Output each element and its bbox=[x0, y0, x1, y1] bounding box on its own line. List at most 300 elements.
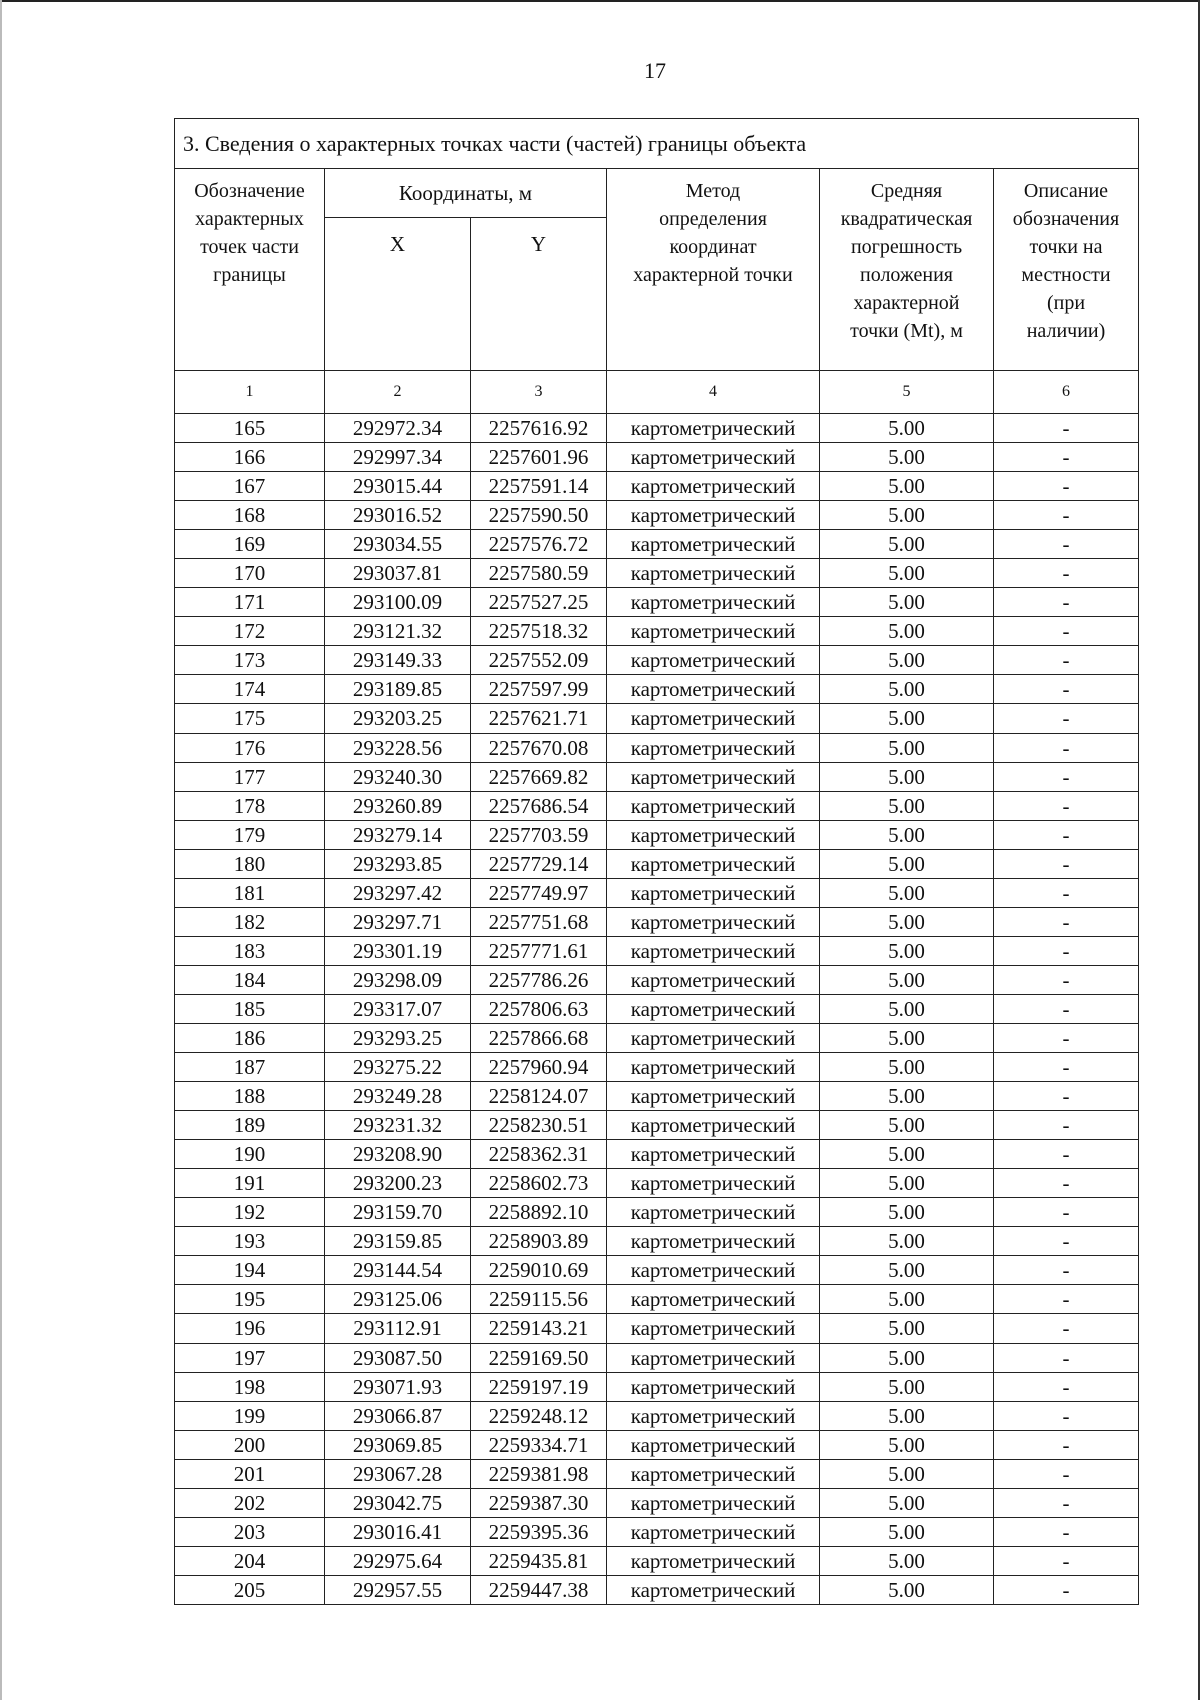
description-cell: - bbox=[994, 1285, 1139, 1314]
method-cell: картометрический bbox=[607, 1111, 820, 1140]
x-coordinate-cell: 293317.07 bbox=[325, 994, 471, 1023]
table-row bbox=[175, 1285, 1139, 1314]
table-row bbox=[175, 1430, 1139, 1459]
header-point-designation: Обозначение характерных точек части границы bbox=[175, 169, 325, 371]
point-number-cell: 200 bbox=[175, 1430, 325, 1459]
column-number: 2 bbox=[325, 371, 471, 414]
x-coordinate-cell: 293149.33 bbox=[325, 646, 471, 675]
description-cell: - bbox=[994, 1575, 1139, 1604]
method-cell: картометрический bbox=[607, 936, 820, 965]
point-number-cell: 166 bbox=[175, 443, 325, 472]
method-cell: картометрический bbox=[607, 1285, 820, 1314]
description-cell: - bbox=[994, 1314, 1139, 1343]
y-coordinate-cell: 2257806.63 bbox=[471, 994, 607, 1023]
table-row bbox=[175, 1372, 1139, 1401]
description-cell: - bbox=[994, 1140, 1139, 1169]
table-row bbox=[175, 791, 1139, 820]
table-row bbox=[175, 1023, 1139, 1052]
y-coordinate-cell: 2259248.12 bbox=[471, 1401, 607, 1430]
x-coordinate-cell: 293293.85 bbox=[325, 849, 471, 878]
point-number-cell: 196 bbox=[175, 1314, 325, 1343]
table-row bbox=[175, 443, 1139, 472]
y-coordinate-cell: 2257686.54 bbox=[471, 791, 607, 820]
y-coordinate-cell: 2259169.50 bbox=[471, 1343, 607, 1372]
mt-cell: 5.00 bbox=[820, 1430, 994, 1459]
method-cell: картометрический bbox=[607, 907, 820, 936]
mt-cell: 5.00 bbox=[820, 1256, 994, 1285]
mt-cell: 5.00 bbox=[820, 1459, 994, 1488]
x-coordinate-cell: 292972.34 bbox=[325, 414, 471, 443]
x-coordinate-cell: 293231.32 bbox=[325, 1111, 471, 1140]
description-cell: - bbox=[994, 1546, 1139, 1575]
table-row bbox=[175, 1401, 1139, 1430]
method-cell: картометрический bbox=[607, 1372, 820, 1401]
description-cell: - bbox=[994, 675, 1139, 704]
y-coordinate-cell: 2257552.09 bbox=[471, 646, 607, 675]
point-number-cell: 203 bbox=[175, 1517, 325, 1546]
description-cell: - bbox=[994, 1459, 1139, 1488]
point-number-cell: 182 bbox=[175, 907, 325, 936]
y-coordinate-cell: 2259143.21 bbox=[471, 1314, 607, 1343]
x-coordinate-cell: 293071.93 bbox=[325, 1372, 471, 1401]
header-method: Метод определения координат характерной точки bbox=[607, 169, 820, 371]
mt-cell: 5.00 bbox=[820, 1140, 994, 1169]
mt-cell: 5.00 bbox=[820, 1575, 994, 1604]
table-row bbox=[175, 1111, 1139, 1140]
mt-cell: 5.00 bbox=[820, 1343, 994, 1372]
description-cell: - bbox=[994, 1023, 1139, 1052]
point-number-cell: 183 bbox=[175, 936, 325, 965]
table-row bbox=[175, 878, 1139, 907]
method-cell: картометрический bbox=[607, 675, 820, 704]
y-coordinate-cell: 2259387.30 bbox=[471, 1488, 607, 1517]
description-cell: - bbox=[994, 646, 1139, 675]
description-cell: - bbox=[994, 472, 1139, 501]
mt-cell: 5.00 bbox=[820, 1082, 994, 1111]
boundary-points-table bbox=[174, 118, 1139, 1605]
mt-cell: 5.00 bbox=[820, 559, 994, 588]
method-cell: картометрический bbox=[607, 1227, 820, 1256]
mt-cell: 5.00 bbox=[820, 530, 994, 559]
y-coordinate-cell: 2257616.92 bbox=[471, 414, 607, 443]
y-coordinate-cell: 2257729.14 bbox=[471, 849, 607, 878]
description-cell: - bbox=[994, 1372, 1139, 1401]
y-coordinate-cell: 2258602.73 bbox=[471, 1169, 607, 1198]
mt-cell: 5.00 bbox=[820, 443, 994, 472]
method-cell: картометрический bbox=[607, 878, 820, 907]
point-number-cell: 197 bbox=[175, 1343, 325, 1372]
method-cell: картометрический bbox=[607, 1140, 820, 1169]
description-cell: - bbox=[994, 1082, 1139, 1111]
table-row bbox=[175, 472, 1139, 501]
x-coordinate-cell: 293159.70 bbox=[325, 1198, 471, 1227]
table-row bbox=[175, 414, 1139, 443]
method-cell: картометрический bbox=[607, 1430, 820, 1459]
description-cell: - bbox=[994, 559, 1139, 588]
x-coordinate-cell: 293208.90 bbox=[325, 1140, 471, 1169]
point-number-cell: 169 bbox=[175, 530, 325, 559]
table-row bbox=[175, 559, 1139, 588]
y-coordinate-cell: 2257621.71 bbox=[471, 704, 607, 733]
x-coordinate-cell: 292975.64 bbox=[325, 1546, 471, 1575]
point-number-cell: 165 bbox=[175, 414, 325, 443]
table-row bbox=[175, 1082, 1139, 1111]
mt-cell: 5.00 bbox=[820, 1401, 994, 1430]
method-cell: картометрический bbox=[607, 1023, 820, 1052]
method-cell: картометрический bbox=[607, 588, 820, 617]
point-number-cell: 181 bbox=[175, 878, 325, 907]
column-number: 4 bbox=[607, 371, 820, 414]
point-number-cell: 198 bbox=[175, 1372, 325, 1401]
point-number-cell: 188 bbox=[175, 1082, 325, 1111]
table-row bbox=[175, 646, 1139, 675]
y-coordinate-cell: 2257527.25 bbox=[471, 588, 607, 617]
mt-cell: 5.00 bbox=[820, 472, 994, 501]
mt-cell: 5.00 bbox=[820, 733, 994, 762]
point-number-cell: 186 bbox=[175, 1023, 325, 1052]
method-cell: картометрический bbox=[607, 1488, 820, 1517]
table-row bbox=[175, 704, 1139, 733]
mt-cell: 5.00 bbox=[820, 994, 994, 1023]
method-cell: картометрический bbox=[607, 1401, 820, 1430]
y-coordinate-cell: 2257866.68 bbox=[471, 1023, 607, 1052]
mt-cell: 5.00 bbox=[820, 675, 994, 704]
mt-cell: 5.00 bbox=[820, 762, 994, 791]
method-cell: картометрический bbox=[607, 704, 820, 733]
table-row bbox=[175, 1546, 1139, 1575]
point-number-cell: 173 bbox=[175, 646, 325, 675]
method-cell: картометрический bbox=[607, 994, 820, 1023]
mt-cell: 5.00 bbox=[820, 1372, 994, 1401]
mt-cell: 5.00 bbox=[820, 414, 994, 443]
point-number-cell: 171 bbox=[175, 588, 325, 617]
table-row bbox=[175, 1053, 1139, 1082]
x-coordinate-cell: 293016.52 bbox=[325, 501, 471, 530]
description-cell: - bbox=[994, 1169, 1139, 1198]
x-coordinate-cell: 293189.85 bbox=[325, 675, 471, 704]
table-row bbox=[175, 1227, 1139, 1256]
description-cell: - bbox=[994, 849, 1139, 878]
method-cell: картометрический bbox=[607, 1053, 820, 1082]
mt-cell: 5.00 bbox=[820, 791, 994, 820]
mt-cell: 5.00 bbox=[820, 1053, 994, 1082]
table-row bbox=[175, 820, 1139, 849]
y-coordinate-cell: 2257518.32 bbox=[471, 617, 607, 646]
description-cell: - bbox=[994, 1488, 1139, 1517]
method-cell: картометрический bbox=[607, 1256, 820, 1285]
x-coordinate-cell: 293297.71 bbox=[325, 907, 471, 936]
scan-border-top bbox=[0, 0, 1200, 2]
y-coordinate-cell: 2258903.89 bbox=[471, 1227, 607, 1256]
point-number-cell: 187 bbox=[175, 1053, 325, 1082]
table-row bbox=[175, 1575, 1139, 1604]
mt-cell: 5.00 bbox=[820, 849, 994, 878]
method-cell: картометрический bbox=[607, 820, 820, 849]
point-number-cell: 201 bbox=[175, 1459, 325, 1488]
point-number-cell: 193 bbox=[175, 1227, 325, 1256]
x-coordinate-cell: 293125.06 bbox=[325, 1285, 471, 1314]
table-row bbox=[175, 530, 1139, 559]
description-cell: - bbox=[994, 501, 1139, 530]
mt-cell: 5.00 bbox=[820, 1227, 994, 1256]
point-number-cell: 176 bbox=[175, 733, 325, 762]
description-cell: - bbox=[994, 530, 1139, 559]
y-coordinate-cell: 2259010.69 bbox=[471, 1256, 607, 1285]
mt-cell: 5.00 bbox=[820, 965, 994, 994]
y-coordinate-cell: 2259395.36 bbox=[471, 1517, 607, 1546]
method-cell: картометрический bbox=[607, 1082, 820, 1111]
method-cell: картометрический bbox=[607, 1575, 820, 1604]
column-number: 5 bbox=[820, 371, 994, 414]
mt-cell: 5.00 bbox=[820, 878, 994, 907]
method-cell: картометрический bbox=[607, 443, 820, 472]
header-y: Y bbox=[471, 218, 607, 371]
x-coordinate-cell: 293297.42 bbox=[325, 878, 471, 907]
mt-cell: 5.00 bbox=[820, 1169, 994, 1198]
y-coordinate-cell: 2257751.68 bbox=[471, 907, 607, 936]
x-coordinate-cell: 293121.32 bbox=[325, 617, 471, 646]
y-coordinate-cell: 2258892.10 bbox=[471, 1198, 607, 1227]
y-coordinate-cell: 2257960.94 bbox=[471, 1053, 607, 1082]
description-cell: - bbox=[994, 878, 1139, 907]
y-coordinate-cell: 2257591.14 bbox=[471, 472, 607, 501]
description-cell: - bbox=[994, 1053, 1139, 1082]
table-row bbox=[175, 907, 1139, 936]
column-number: 3 bbox=[471, 371, 607, 414]
x-coordinate-cell: 293159.85 bbox=[325, 1227, 471, 1256]
table-row bbox=[175, 1256, 1139, 1285]
table-row bbox=[175, 1140, 1139, 1169]
mt-cell: 5.00 bbox=[820, 907, 994, 936]
method-cell: картометрический bbox=[607, 733, 820, 762]
method-cell: картометрический bbox=[607, 1343, 820, 1372]
method-cell: картометрический bbox=[607, 1546, 820, 1575]
description-cell: - bbox=[994, 1256, 1139, 1285]
mt-cell: 5.00 bbox=[820, 1546, 994, 1575]
method-cell: картометрический bbox=[607, 1459, 820, 1488]
y-coordinate-cell: 2257703.59 bbox=[471, 820, 607, 849]
point-number-cell: 189 bbox=[175, 1111, 325, 1140]
method-cell: картометрический bbox=[607, 965, 820, 994]
description-cell: - bbox=[994, 1401, 1139, 1430]
table-row bbox=[175, 1198, 1139, 1227]
y-coordinate-cell: 2257590.50 bbox=[471, 501, 607, 530]
description-cell: - bbox=[994, 1430, 1139, 1459]
section-title: 3. Сведения о характерных точках части (частей) границы объекта bbox=[175, 119, 1139, 169]
table-row bbox=[175, 617, 1139, 646]
table-row bbox=[175, 501, 1139, 530]
table-row bbox=[175, 733, 1139, 762]
x-coordinate-cell: 293034.55 bbox=[325, 530, 471, 559]
y-coordinate-cell: 2257580.59 bbox=[471, 559, 607, 588]
x-coordinate-cell: 293200.23 bbox=[325, 1169, 471, 1198]
description-cell: - bbox=[994, 1111, 1139, 1140]
method-cell: картометрический bbox=[607, 472, 820, 501]
method-cell: картометрический bbox=[607, 1517, 820, 1546]
mt-cell: 5.00 bbox=[820, 820, 994, 849]
method-cell: картометрический bbox=[607, 414, 820, 443]
table-body bbox=[175, 414, 1139, 1605]
x-coordinate-cell: 293112.91 bbox=[325, 1314, 471, 1343]
point-number-cell: 202 bbox=[175, 1488, 325, 1517]
description-cell: - bbox=[994, 762, 1139, 791]
y-coordinate-cell: 2257576.72 bbox=[471, 530, 607, 559]
description-cell: - bbox=[994, 704, 1139, 733]
x-coordinate-cell: 293144.54 bbox=[325, 1256, 471, 1285]
table-row bbox=[175, 1169, 1139, 1198]
mt-cell: 5.00 bbox=[820, 646, 994, 675]
table-row bbox=[175, 1343, 1139, 1372]
point-number-cell: 168 bbox=[175, 501, 325, 530]
table-row bbox=[175, 675, 1139, 704]
point-number-cell: 195 bbox=[175, 1285, 325, 1314]
x-coordinate-cell: 292997.34 bbox=[325, 443, 471, 472]
y-coordinate-cell: 2259447.38 bbox=[471, 1575, 607, 1604]
description-cell: - bbox=[994, 617, 1139, 646]
header-x: X bbox=[325, 218, 471, 371]
point-number-cell: 185 bbox=[175, 994, 325, 1023]
description-cell: - bbox=[994, 936, 1139, 965]
y-coordinate-cell: 2258230.51 bbox=[471, 1111, 607, 1140]
x-coordinate-cell: 293275.22 bbox=[325, 1053, 471, 1082]
x-coordinate-cell: 292957.55 bbox=[325, 1575, 471, 1604]
x-coordinate-cell: 293260.89 bbox=[325, 791, 471, 820]
description-cell: - bbox=[994, 414, 1139, 443]
point-number-cell: 174 bbox=[175, 675, 325, 704]
y-coordinate-cell: 2257771.61 bbox=[471, 936, 607, 965]
point-number-cell: 191 bbox=[175, 1169, 325, 1198]
mt-cell: 5.00 bbox=[820, 617, 994, 646]
table-row bbox=[175, 849, 1139, 878]
x-coordinate-cell: 293069.85 bbox=[325, 1430, 471, 1459]
point-number-cell: 167 bbox=[175, 472, 325, 501]
y-coordinate-cell: 2258362.31 bbox=[471, 1140, 607, 1169]
x-coordinate-cell: 293037.81 bbox=[325, 559, 471, 588]
y-coordinate-cell: 2259334.71 bbox=[471, 1430, 607, 1459]
method-cell: картометрический bbox=[607, 1198, 820, 1227]
table-row bbox=[175, 1459, 1139, 1488]
y-coordinate-cell: 2259435.81 bbox=[471, 1546, 607, 1575]
table-row bbox=[175, 994, 1139, 1023]
point-number-cell: 180 bbox=[175, 849, 325, 878]
mt-cell: 5.00 bbox=[820, 704, 994, 733]
description-cell: - bbox=[994, 1517, 1139, 1546]
mt-cell: 5.00 bbox=[820, 936, 994, 965]
page-number: 17 bbox=[644, 58, 666, 83]
description-cell: - bbox=[994, 994, 1139, 1023]
header-coordinates: Координаты, м bbox=[325, 169, 607, 218]
mt-cell: 5.00 bbox=[820, 501, 994, 530]
description-cell: - bbox=[994, 588, 1139, 617]
description-cell: - bbox=[994, 443, 1139, 472]
method-cell: картометрический bbox=[607, 762, 820, 791]
x-coordinate-cell: 293087.50 bbox=[325, 1343, 471, 1372]
scan-border-left bbox=[0, 0, 2, 1700]
x-coordinate-cell: 293293.25 bbox=[325, 1023, 471, 1052]
method-cell: картометрический bbox=[607, 617, 820, 646]
mt-cell: 5.00 bbox=[820, 1111, 994, 1140]
x-coordinate-cell: 293203.25 bbox=[325, 704, 471, 733]
x-coordinate-cell: 293100.09 bbox=[325, 588, 471, 617]
point-number-cell: 199 bbox=[175, 1401, 325, 1430]
point-number-cell: 190 bbox=[175, 1140, 325, 1169]
method-cell: картометрический bbox=[607, 501, 820, 530]
point-number-cell: 205 bbox=[175, 1575, 325, 1604]
x-coordinate-cell: 293228.56 bbox=[325, 733, 471, 762]
description-cell: - bbox=[994, 965, 1139, 994]
y-coordinate-cell: 2259381.98 bbox=[471, 1459, 607, 1488]
method-cell: картометрический bbox=[607, 530, 820, 559]
header-mean-square-error: Средняя квадратическая погрешность положения характерной точки (Mt), м bbox=[820, 169, 994, 371]
method-cell: картометрический bbox=[607, 646, 820, 675]
point-number-cell: 175 bbox=[175, 704, 325, 733]
method-cell: картометрический bbox=[607, 1314, 820, 1343]
description-cell: - bbox=[994, 1198, 1139, 1227]
mt-cell: 5.00 bbox=[820, 1314, 994, 1343]
mt-cell: 5.00 bbox=[820, 588, 994, 617]
table-row bbox=[175, 1488, 1139, 1517]
table-row bbox=[175, 762, 1139, 791]
mt-cell: 5.00 bbox=[820, 1198, 994, 1227]
mt-cell: 5.00 bbox=[820, 1023, 994, 1052]
mt-cell: 5.00 bbox=[820, 1517, 994, 1546]
table-row bbox=[175, 1517, 1139, 1546]
y-coordinate-cell: 2259115.56 bbox=[471, 1285, 607, 1314]
x-coordinate-cell: 293249.28 bbox=[325, 1082, 471, 1111]
x-coordinate-cell: 293066.87 bbox=[325, 1401, 471, 1430]
x-coordinate-cell: 293298.09 bbox=[325, 965, 471, 994]
x-coordinate-cell: 293240.30 bbox=[325, 762, 471, 791]
table-row bbox=[175, 588, 1139, 617]
description-cell: - bbox=[994, 1227, 1139, 1256]
description-cell: - bbox=[994, 733, 1139, 762]
x-coordinate-cell: 293279.14 bbox=[325, 820, 471, 849]
method-cell: картометрический bbox=[607, 559, 820, 588]
y-coordinate-cell: 2257749.97 bbox=[471, 878, 607, 907]
description-cell: - bbox=[994, 907, 1139, 936]
x-coordinate-cell: 293016.41 bbox=[325, 1517, 471, 1546]
header-description: Описание обозначения точки на местности (при наличии) bbox=[994, 169, 1139, 371]
y-coordinate-cell: 2258124.07 bbox=[471, 1082, 607, 1111]
table-row bbox=[175, 1314, 1139, 1343]
point-number-cell: 170 bbox=[175, 559, 325, 588]
point-number-cell: 192 bbox=[175, 1198, 325, 1227]
point-number-cell: 179 bbox=[175, 820, 325, 849]
description-cell: - bbox=[994, 791, 1139, 820]
y-coordinate-cell: 2259197.19 bbox=[471, 1372, 607, 1401]
x-coordinate-cell: 293042.75 bbox=[325, 1488, 471, 1517]
y-coordinate-cell: 2257670.08 bbox=[471, 733, 607, 762]
method-cell: картометрический bbox=[607, 849, 820, 878]
method-cell: картометрический bbox=[607, 791, 820, 820]
point-number-cell: 172 bbox=[175, 617, 325, 646]
y-coordinate-cell: 2257786.26 bbox=[471, 965, 607, 994]
mt-cell: 5.00 bbox=[820, 1285, 994, 1314]
y-coordinate-cell: 2257597.99 bbox=[471, 675, 607, 704]
table-row bbox=[175, 965, 1139, 994]
table-row bbox=[175, 936, 1139, 965]
column-number: 1 bbox=[175, 371, 325, 414]
point-number-cell: 184 bbox=[175, 965, 325, 994]
mt-cell: 5.00 bbox=[820, 1488, 994, 1517]
point-number-cell: 194 bbox=[175, 1256, 325, 1285]
method-cell: картометрический bbox=[607, 1169, 820, 1198]
y-coordinate-cell: 2257669.82 bbox=[471, 762, 607, 791]
point-number-cell: 177 bbox=[175, 762, 325, 791]
y-coordinate-cell: 2257601.96 bbox=[471, 443, 607, 472]
description-cell: - bbox=[994, 1343, 1139, 1372]
point-number-cell: 204 bbox=[175, 1546, 325, 1575]
